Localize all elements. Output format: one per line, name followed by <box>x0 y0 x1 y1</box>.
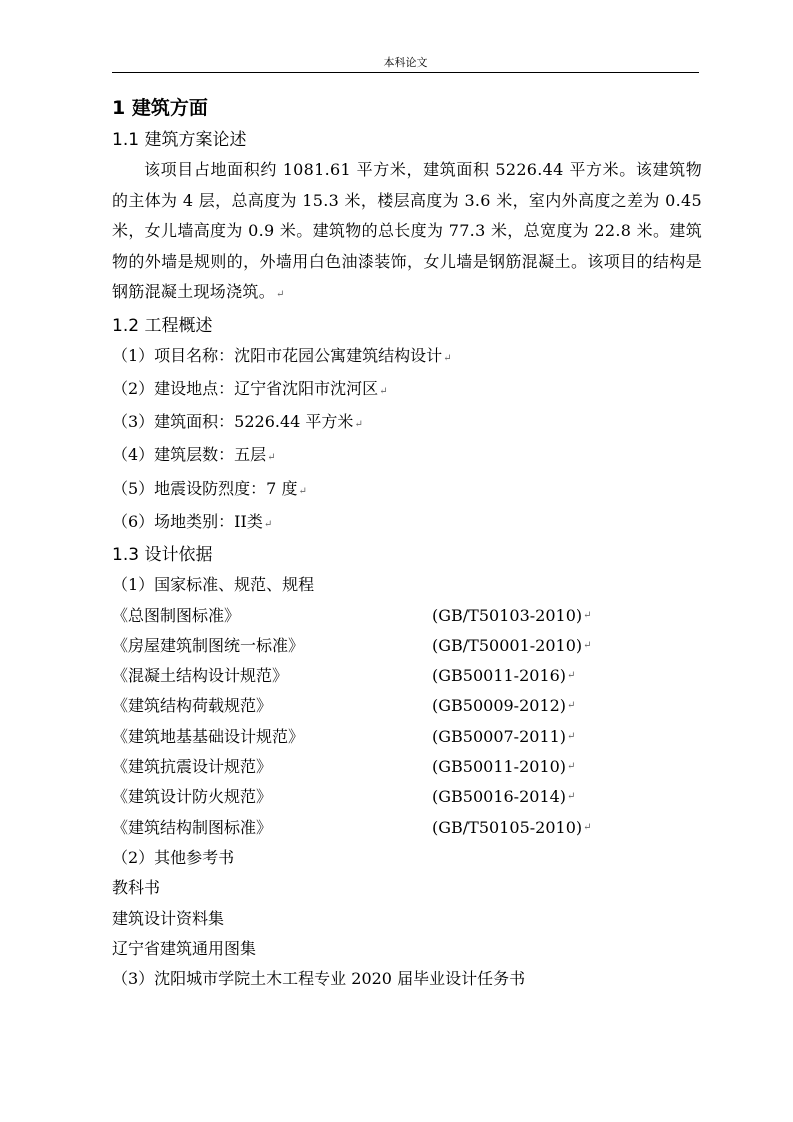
project-item <box>112 341 702 374</box>
paragraph-mark: ↵ <box>267 452 276 464</box>
standard-name: 《房屋建筑制图统一标准》 <box>112 635 305 655</box>
project-item <box>112 440 702 473</box>
paragraph-mark: ↵ <box>567 670 576 682</box>
standard-name: 《建筑抗震设计规范》 <box>112 757 273 777</box>
document-body <box>112 93 702 994</box>
section-heading-1-3: 1.3 设计依据 <box>112 545 213 566</box>
project-item-text: （5）地震设防烈度：7 度 <box>112 478 298 498</box>
standard-code: (GB50011-2010) <box>432 757 567 777</box>
subsection-label: （2）其他参考书 <box>112 847 235 867</box>
paragraph-mark: ↵ <box>567 761 576 773</box>
standard-row <box>112 752 702 782</box>
standard-code: (GB/T50105-2010) <box>432 817 583 837</box>
project-item <box>112 374 702 407</box>
standard-code: (GB50007-2011) <box>432 726 567 746</box>
standard-row <box>112 722 702 752</box>
standard-code: (GB50016-2014) <box>432 787 567 807</box>
standard-code: (GB/T50103-2010) <box>432 605 583 625</box>
paragraph-mark: ↵ <box>567 700 576 712</box>
standard-row <box>112 631 702 661</box>
standard-row <box>112 782 702 812</box>
project-item <box>112 474 702 507</box>
page-header: 本科论文 <box>383 56 428 69</box>
standard-row <box>112 813 702 843</box>
design-overview-paragraph <box>112 155 702 311</box>
subsection-label: （3）沈阳城市学院土木工程专业 2020 届毕业设计任务书 <box>112 969 526 989</box>
paragraph-mark: ↵ <box>354 419 363 431</box>
paragraph-mark: ↵ <box>583 609 592 621</box>
paragraph-mark: ↵ <box>276 289 285 300</box>
project-item-text: （4）建筑层数：五层 <box>112 445 267 465</box>
standard-row <box>112 691 702 721</box>
standard-name: 《建筑设计防火规范》 <box>112 787 273 807</box>
reference-book: 教科书 <box>112 878 161 898</box>
standard-name: 《建筑结构荷载规范》 <box>112 696 273 716</box>
standard-name: 《混凝土结构设计规范》 <box>112 666 289 686</box>
project-item <box>112 407 702 440</box>
project-item <box>112 507 702 540</box>
paragraph-mark: ↵ <box>379 385 388 397</box>
paragraph-mark: ↵ <box>567 730 576 742</box>
paragraph-mark: ↵ <box>298 485 307 497</box>
reference-book: 辽宁省建筑通用图集 <box>112 938 257 958</box>
reference-book: 建筑设计资料集 <box>112 908 225 928</box>
paragraph-mark: ↵ <box>443 352 452 364</box>
project-item-text: （3）建筑面积：5226.44 平方米 <box>112 412 354 432</box>
section-heading-1-2: 1.2 工程概述 <box>112 315 213 336</box>
section-heading-1-1: 1.1 建筑方案论述 <box>112 130 247 150</box>
chapter-heading: 1 建筑方面 <box>112 97 208 119</box>
standard-name: 《建筑地基基础设计规范》 <box>112 726 305 746</box>
standard-row <box>112 661 702 691</box>
standard-row <box>112 601 702 631</box>
paragraph-mark: ↵ <box>583 821 592 833</box>
standard-name: 《建筑结构制图标准》 <box>112 817 273 837</box>
paragraph-text: 该项目占地面积约 1081.61 平方米，建筑面积 5226.44 平方米。该建筑物的主体为 4 层，总高度为 15.3 米，楼层高度为 3.6 米，室内外高度之差为 0.45 米，女儿墙高度为 0.9 米。建筑物的总长度为 77.3 米，总宽度为 22.8 米。建筑物的外墙是规则的，外墙用白色油漆装饰，女儿墙是钢筋混凝土。该项目的结构是钢筋混凝土现场浇筑。 <box>112 160 702 301</box>
project-item-text: （1）项目名称：沈阳市花园公寓建筑结构设计 <box>112 345 443 365</box>
paragraph-mark: ↵ <box>263 518 273 530</box>
project-item-text: （6）场地类别：II类 <box>112 511 263 531</box>
paragraph-mark: ↵ <box>583 639 592 651</box>
header-rule <box>112 72 699 73</box>
standard-name: 《总图制图标准》 <box>112 605 241 625</box>
standard-code: (GB50011-2016) <box>432 666 567 686</box>
paragraph-mark: ↵ <box>567 791 576 803</box>
standard-code: (GB/T50001-2010) <box>432 635 583 655</box>
subsection-label: （1）国家标准、规范、规程 <box>112 575 315 595</box>
project-item-text: （2）建设地点：辽宁省沈阳市沈河区 <box>112 378 379 398</box>
standard-code: (GB50009-2012) <box>432 696 567 716</box>
